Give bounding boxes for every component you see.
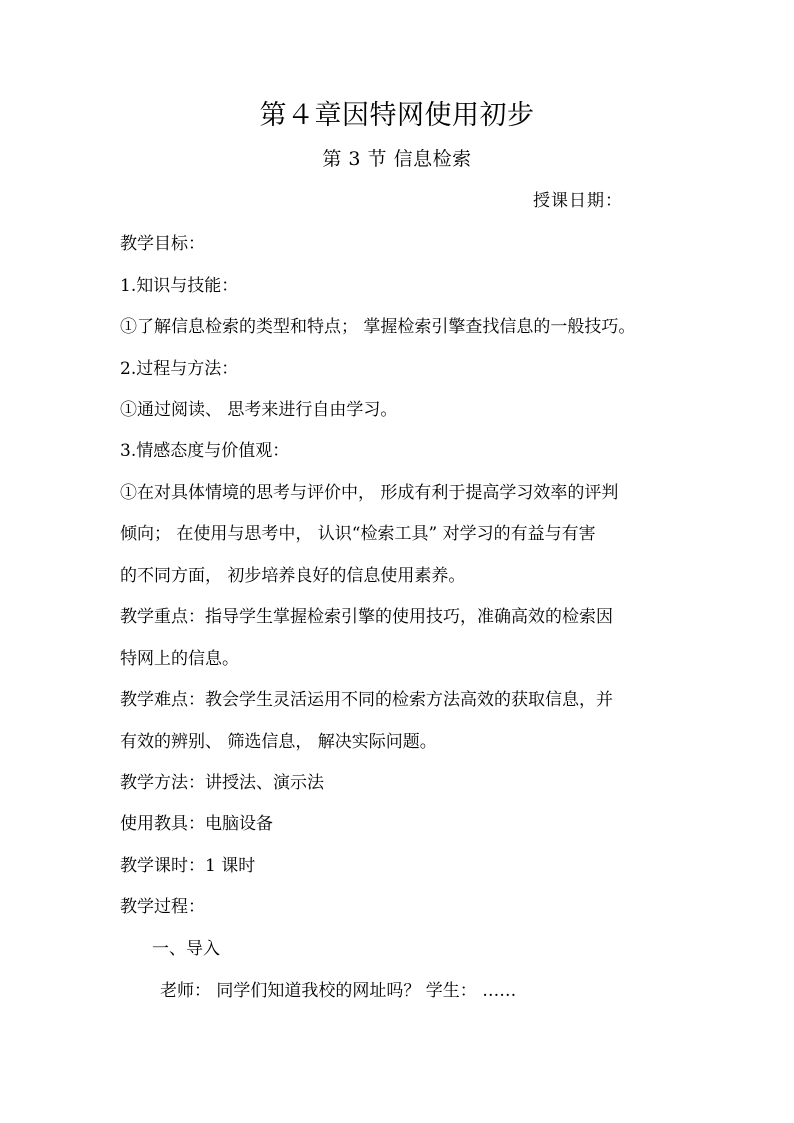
difficulty-line-2: 有效的辨别、 筛选信息， 解决实际问题。 (120, 732, 437, 752)
attitude-values-heading: 3.情感态度与价值观： (120, 441, 290, 461)
introduction-heading: 一、导入 (152, 939, 220, 959)
knowledge-skills-item: ①了解信息检索的类型和特点； 掌握检索引擎查找信息的一般技巧。 (120, 317, 636, 337)
class-hours: 教学课时：1 课时 (120, 856, 256, 876)
lesson-date-label: 授课日期： (533, 191, 623, 211)
attitude-values-line-3: 的不同方面， 初步培养良好的信息使用素养。 (120, 566, 466, 586)
key-point-line-2: 特网上的信息。 (120, 649, 239, 669)
section-title: 第 3 节 信息检索 (322, 148, 472, 170)
teaching-methods: 教学方法：讲授法、演示法 (120, 773, 324, 793)
teaching-objectives-heading: 教学目标： (120, 234, 205, 254)
chapter-title: 第４章因特网使用初步 (259, 100, 535, 131)
difficulty-line-1: 教学难点：教会学生灵活运用不同的检索方法高效的获取信息，并 (120, 690, 613, 710)
knowledge-skills-heading: 1.知识与技能： (120, 276, 239, 296)
process-methods-heading: 2.过程与方法： (120, 359, 239, 379)
attitude-values-line-2: 倾向； 在使用与思考中， 认识“检索工具” 对学习的有益与有害 (120, 524, 596, 544)
attitude-values-line-1: ①在对具体情境的思考与评价中， 形成有利于提高学习效率的评判 (120, 483, 619, 503)
dialogue-line: 老师： 同学们知道我校的网址吗？ 学生： …… (160, 981, 517, 1001)
teaching-aids: 使用教具：电脑设备 (120, 814, 273, 834)
teaching-process-heading: 教学过程： (120, 897, 205, 917)
key-point-line-1: 教学重点：指导学生掌握检索引擎的使用技巧，准确高效的检索因 (120, 607, 613, 627)
process-methods-item: ①通过阅读、 思考来进行自由学习。 (120, 400, 398, 420)
